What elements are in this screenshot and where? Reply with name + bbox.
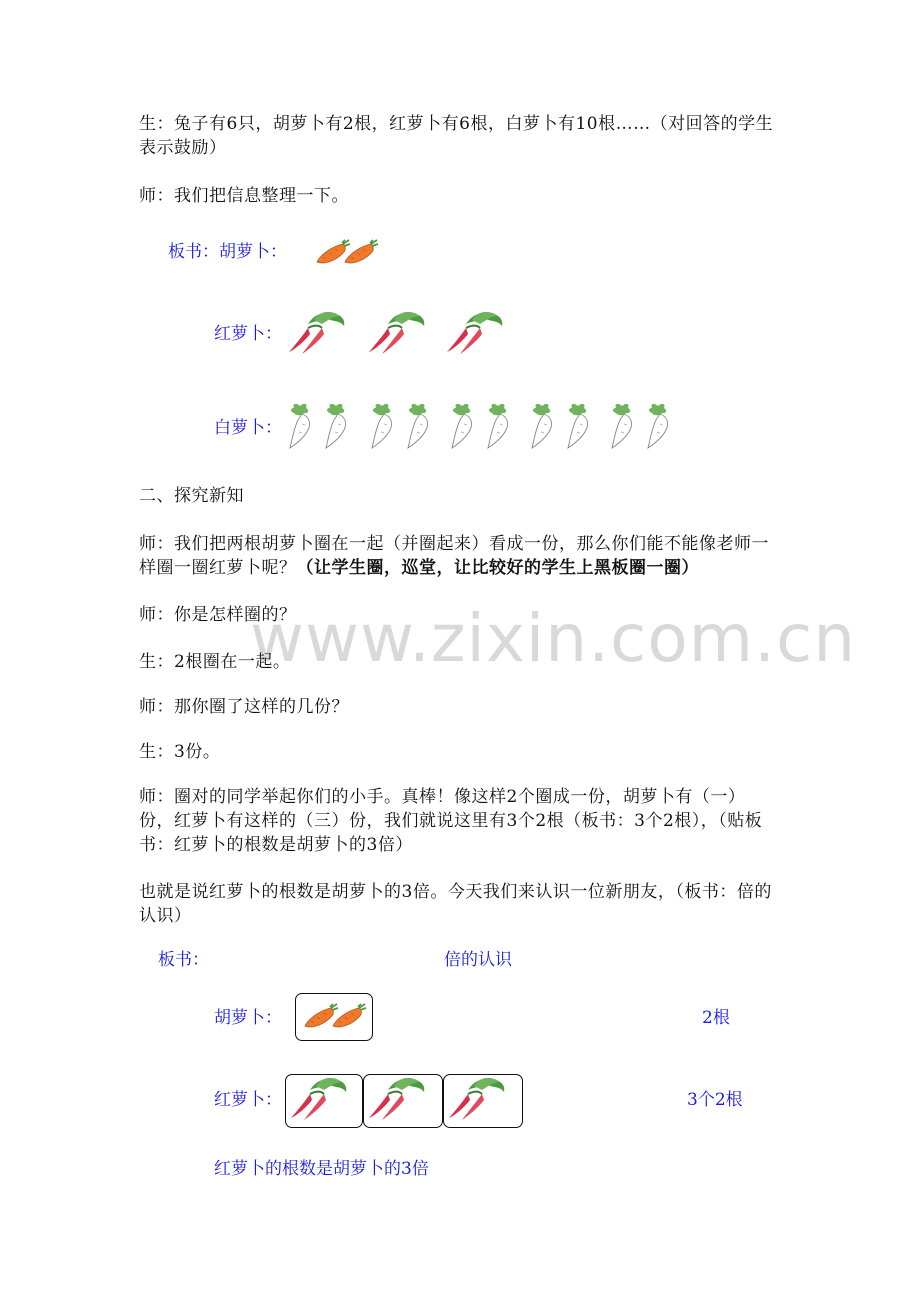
paragraph-circle-bold: （让学生圈，巡堂，让比较好的学生上黑板圈一圈） <box>296 558 699 578</box>
board2-carrot-images <box>303 1002 373 1032</box>
white-radish-icon <box>648 404 668 448</box>
board2-red-radish-images <box>288 1074 528 1130</box>
paragraph-two-together: 生：2根圈在一起。 <box>139 652 291 672</box>
red-radish-icon <box>289 312 344 354</box>
board2-label: 板书： <box>158 950 209 970</box>
watermark: www.zixin.com.cn <box>250 600 857 677</box>
white-radish-icon <box>326 404 346 448</box>
white-radish-icon <box>372 404 392 448</box>
red-radish-icon <box>447 312 502 354</box>
paragraph-student-answer: 生：兔子有6只，胡萝卜有2根，红萝卜有6根，白萝卜有10根……（对回答的学生表示鼓励） <box>139 114 774 158</box>
white-radish-icon <box>532 404 552 448</box>
paragraph-how-many: 师：那你圈了这样的几份？ <box>139 697 349 717</box>
board1-white-label: 白萝卜： <box>214 418 282 438</box>
board2-carrot-value: 2根 <box>702 1008 730 1028</box>
white-radish-icon <box>568 404 588 448</box>
board2-red-label: 红萝卜： <box>214 1090 282 1110</box>
paragraph-teacher-organize: 师：我们把信息整理一下。 <box>139 186 349 206</box>
red-radish-icon <box>449 1078 504 1120</box>
red-radish-icon <box>369 312 424 354</box>
paragraph-new-friend: 也就是说红萝卜的根数是胡萝卜的3倍。今天我们来认识一位新朋友，（板书：倍的认识） <box>139 882 772 926</box>
board1-carrot-label: 板书：胡萝卜： <box>168 242 287 262</box>
paragraph-praise: 师：圈对的同学举起你们的小手。真棒！像这样2个圈成一份，胡萝卜有（一）份，红萝卜有这样的（三）份，我们就说这里有3个2根（板书：3个2根），（贴板书：红萝卜的根数是胡萝卜的3倍） <box>139 787 763 855</box>
white-radish-icon <box>290 404 310 448</box>
paragraph-circle-instruction <box>139 532 779 580</box>
red-radish-icon <box>291 1078 346 1120</box>
carrot-icon <box>345 240 378 263</box>
board2-title: 倍的认识 <box>444 950 512 970</box>
white-radish-icon <box>488 404 508 448</box>
board1-carrot-images <box>315 238 385 268</box>
paragraph-three-parts: 生：3份。 <box>139 742 221 762</box>
paragraph-how-circle: 师：你是怎样圈的？ <box>139 605 297 625</box>
board1-red-label: 红萝卜： <box>214 324 282 344</box>
board1-red-radish-images <box>288 306 528 362</box>
board2-conclusion: 红萝卜的根数是胡萝卜的3倍 <box>214 1159 429 1179</box>
paragraph-circle-text: 师：我们把两根胡萝卜圈在一起（并圈起来）看成一份，那么你们能不能像老师一样圈一圈红萝卜呢？ <box>139 534 769 578</box>
carrot-icon <box>305 1004 338 1027</box>
white-radish-icon <box>612 404 632 448</box>
board2-red-value: 3个2根 <box>687 1090 743 1110</box>
white-radish-icon <box>452 404 472 448</box>
board2-carrot-label: 胡萝卜： <box>214 1008 282 1028</box>
section-heading: 二、探究新知 <box>139 486 244 506</box>
red-radish-icon <box>369 1078 424 1120</box>
carrot-icon <box>333 1004 366 1027</box>
board1-white-radish-images <box>290 402 700 454</box>
carrot-icon <box>317 240 350 263</box>
white-radish-icon <box>408 404 428 448</box>
